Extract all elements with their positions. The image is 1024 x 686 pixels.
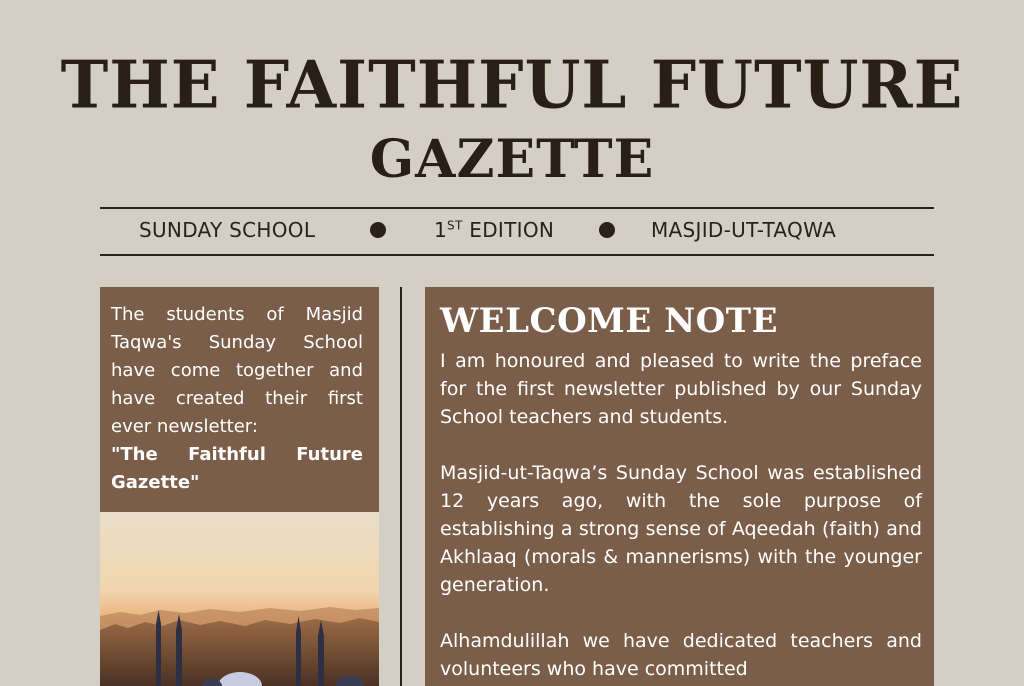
intro-box	[100, 287, 379, 512]
welcome-paragraph: I am honoured and pleased to write the preface for the first newsletter published by our Sunday School teachers and students.	[440, 350, 922, 428]
intro-quote-line2: Gazette"	[111, 472, 200, 493]
edition-suffix: ST	[447, 218, 463, 233]
welcome-heading: WELCOME NOTE	[440, 301, 778, 341]
column-divider	[400, 287, 402, 686]
welcome-paragraph: Masjid-ut-Taqwa’s Sunday School was established 12 years ago, with the sole purpose of establishing a strong sense of Aqeedah (faith) and Akhlaaq (morals & mannerisms) with the younger generation.	[440, 462, 922, 596]
edition-number: 1	[434, 218, 448, 242]
bottom-rule	[100, 254, 934, 256]
intro-text: The students of Masjid Taqwa's Sunday School have come together and have created their first ever newsletter:	[111, 304, 363, 437]
welcome-note-box	[425, 287, 934, 686]
intro-quote-line1: "The Faithful Future	[111, 444, 363, 465]
newsletter-subtitle: GAZETTE	[369, 129, 655, 190]
top-rule	[100, 207, 934, 209]
welcome-paragraph: Alhamdulillah we have dedicated teachers and volunteers who have committed	[440, 630, 922, 680]
mosque-skyline-photo	[100, 512, 379, 686]
info-masjid: MASJID-UT-TAQWA	[651, 218, 837, 242]
newsletter-title: THE FAITHFUL FUTURE	[60, 47, 964, 124]
info-edition	[434, 214, 554, 246]
info-school: SUNDAY SCHOOL	[139, 218, 316, 242]
edition-word: EDITION	[469, 218, 555, 242]
separator-dot	[599, 222, 615, 238]
separator-dot	[370, 222, 386, 238]
